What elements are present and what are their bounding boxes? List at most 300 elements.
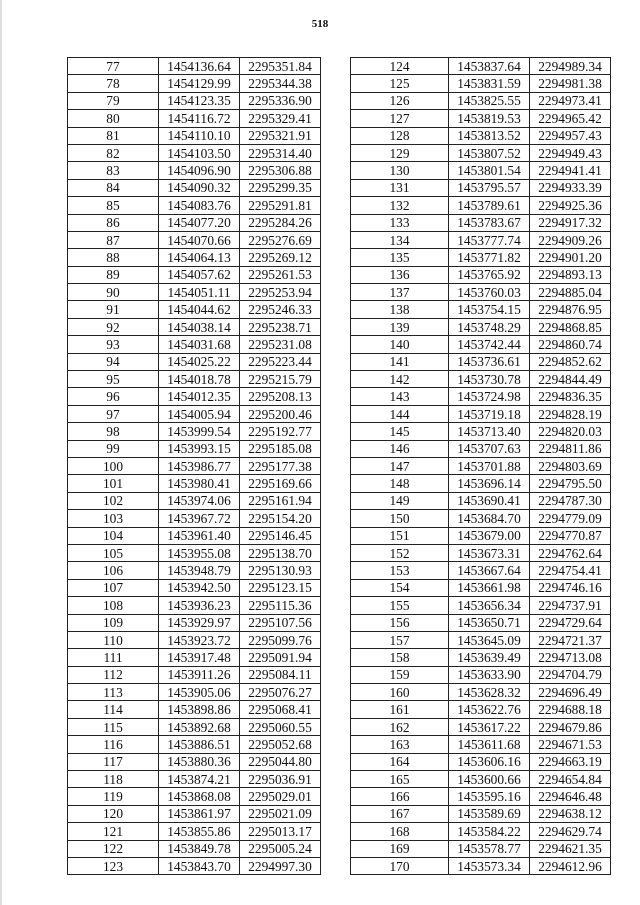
y-coordinate-cell: 2295291.81 [240, 197, 321, 214]
table-row [351, 284, 611, 301]
point-number-cell: 83 [68, 162, 159, 179]
table-row [68, 701, 321, 718]
y-coordinate-cell: 2294811.86 [530, 440, 611, 457]
point-number-cell: 99 [68, 440, 159, 457]
x-coordinate-cell: 1453736.61 [449, 353, 530, 370]
x-coordinate-cell: 1454070.66 [159, 231, 240, 248]
table-row [68, 492, 321, 509]
x-coordinate-cell: 1453819.53 [449, 110, 530, 127]
table-body [351, 58, 611, 875]
table-row [68, 75, 321, 92]
x-coordinate-cell: 1453967.72 [159, 510, 240, 527]
table-row [351, 127, 611, 144]
y-coordinate-cell: 2295076.27 [240, 684, 321, 701]
x-coordinate-cell: 1454096.90 [159, 162, 240, 179]
table-row [68, 823, 321, 840]
y-coordinate-cell: 2294795.50 [530, 475, 611, 492]
x-coordinate-cell: 1453961.40 [159, 527, 240, 544]
x-coordinate-cell: 1454031.68 [159, 336, 240, 353]
table-row [68, 284, 321, 301]
table-row [68, 857, 321, 874]
x-coordinate-cell: 1453584.22 [449, 823, 530, 840]
x-coordinate-cell: 1454103.50 [159, 144, 240, 161]
table-row [351, 75, 611, 92]
y-coordinate-cell: 2295269.12 [240, 249, 321, 266]
point-number-cell: 105 [68, 544, 159, 561]
y-coordinate-cell: 2294663.19 [530, 753, 611, 770]
table-row [351, 179, 611, 196]
x-coordinate-cell: 1453600.66 [449, 771, 530, 788]
point-number-cell: 129 [351, 144, 449, 161]
table-row [68, 162, 321, 179]
table-row [68, 249, 321, 266]
x-coordinate-cell: 1453617.22 [449, 718, 530, 735]
y-coordinate-cell: 2294621.35 [530, 840, 611, 857]
point-number-cell: 84 [68, 179, 159, 196]
x-coordinate-cell: 1453742.44 [449, 336, 530, 353]
table-row [68, 144, 321, 161]
x-coordinate-cell: 1454012.35 [159, 388, 240, 405]
table-row [68, 214, 321, 231]
x-coordinate-cell: 1453795.57 [449, 179, 530, 196]
y-coordinate-cell: 2294737.91 [530, 597, 611, 614]
y-coordinate-cell: 2294852.62 [530, 353, 611, 370]
y-coordinate-cell: 2294679.86 [530, 718, 611, 735]
y-coordinate-cell: 2295052.68 [240, 736, 321, 753]
table-row [351, 266, 611, 283]
y-coordinate-cell: 2294671.53 [530, 736, 611, 753]
y-coordinate-cell: 2294868.85 [530, 318, 611, 335]
y-coordinate-cell: 2295044.80 [240, 753, 321, 770]
point-number-cell: 111 [68, 649, 159, 666]
x-coordinate-cell: 1453650.71 [449, 614, 530, 631]
point-number-cell: 82 [68, 144, 159, 161]
y-coordinate-cell: 2295253.94 [240, 284, 321, 301]
x-coordinate-cell: 1453813.52 [449, 127, 530, 144]
table-row [68, 457, 321, 474]
point-number-cell: 146 [351, 440, 449, 457]
point-number-cell: 163 [351, 736, 449, 753]
point-number-cell: 136 [351, 266, 449, 283]
coordinates-table-left [67, 57, 321, 875]
point-number-cell: 118 [68, 771, 159, 788]
x-coordinate-cell: 1453713.40 [449, 423, 530, 440]
point-number-cell: 78 [68, 75, 159, 92]
y-coordinate-cell: 2294762.64 [530, 544, 611, 561]
point-number-cell: 158 [351, 649, 449, 666]
y-coordinate-cell: 2295107.56 [240, 614, 321, 631]
table-row [68, 266, 321, 283]
table-row [351, 440, 611, 457]
y-coordinate-cell: 2294933.39 [530, 179, 611, 196]
point-number-cell: 143 [351, 388, 449, 405]
x-coordinate-cell: 1453986.77 [159, 457, 240, 474]
table-row [68, 301, 321, 318]
point-number-cell: 145 [351, 423, 449, 440]
y-coordinate-cell: 2295246.33 [240, 301, 321, 318]
table-row [68, 510, 321, 527]
table-row [68, 805, 321, 822]
y-coordinate-cell: 2294844.49 [530, 371, 611, 388]
point-number-cell: 152 [351, 544, 449, 561]
x-coordinate-cell: 1453754.15 [449, 301, 530, 318]
x-coordinate-cell: 1453667.64 [449, 562, 530, 579]
x-coordinate-cell: 1453573.34 [449, 857, 530, 874]
table-row [68, 579, 321, 596]
table-row [68, 527, 321, 544]
table-row [68, 771, 321, 788]
y-coordinate-cell: 2295060.55 [240, 718, 321, 735]
table-row [351, 597, 611, 614]
point-number-cell: 149 [351, 492, 449, 509]
y-coordinate-cell: 2294746.16 [530, 579, 611, 596]
y-coordinate-cell: 2294876.95 [530, 301, 611, 318]
y-coordinate-cell: 2295169.66 [240, 475, 321, 492]
point-number-cell: 106 [68, 562, 159, 579]
y-coordinate-cell: 2295284.26 [240, 214, 321, 231]
x-coordinate-cell: 1453837.64 [449, 58, 530, 75]
x-coordinate-cell: 1453724.98 [449, 388, 530, 405]
point-number-cell: 139 [351, 318, 449, 335]
x-coordinate-cell: 1453656.34 [449, 597, 530, 614]
table-row [351, 353, 611, 370]
point-number-cell: 103 [68, 510, 159, 527]
point-number-cell: 167 [351, 805, 449, 822]
x-coordinate-cell: 1453789.61 [449, 197, 530, 214]
table-row [351, 701, 611, 718]
x-coordinate-cell: 1453673.31 [449, 544, 530, 561]
x-coordinate-cell: 1453679.00 [449, 527, 530, 544]
x-coordinate-cell: 1453730.78 [449, 371, 530, 388]
y-coordinate-cell: 2294925.36 [530, 197, 611, 214]
table-row [351, 197, 611, 214]
point-number-cell: 141 [351, 353, 449, 370]
x-coordinate-cell: 1453578.77 [449, 840, 530, 857]
y-coordinate-cell: 2295351.84 [240, 58, 321, 75]
y-coordinate-cell: 2294901.20 [530, 249, 611, 266]
x-coordinate-cell: 1453701.88 [449, 457, 530, 474]
x-coordinate-cell: 1453880.36 [159, 753, 240, 770]
y-coordinate-cell: 2294654.84 [530, 771, 611, 788]
x-coordinate-cell: 1453849.78 [159, 840, 240, 857]
table-row [68, 840, 321, 857]
table-row [68, 110, 321, 127]
point-number-cell: 104 [68, 527, 159, 544]
point-number-cell: 113 [68, 684, 159, 701]
point-number-cell: 138 [351, 301, 449, 318]
point-number-cell: 98 [68, 423, 159, 440]
y-coordinate-cell: 2295276.69 [240, 231, 321, 248]
y-coordinate-cell: 2294949.43 [530, 144, 611, 161]
x-coordinate-cell: 1453765.92 [449, 266, 530, 283]
point-number-cell: 133 [351, 214, 449, 231]
y-coordinate-cell: 2295161.94 [240, 492, 321, 509]
x-coordinate-cell: 1454116.72 [159, 110, 240, 127]
y-coordinate-cell: 2295005.24 [240, 840, 321, 857]
table-body [68, 58, 321, 875]
x-coordinate-cell: 1453633.90 [449, 666, 530, 683]
scan-edge [0, 0, 2, 905]
table-row [351, 684, 611, 701]
y-coordinate-cell: 2294803.69 [530, 457, 611, 474]
x-coordinate-cell: 1453760.03 [449, 284, 530, 301]
x-coordinate-cell: 1453748.29 [449, 318, 530, 335]
x-coordinate-cell: 1453777.74 [449, 231, 530, 248]
y-coordinate-cell: 2294885.04 [530, 284, 611, 301]
table-row [68, 336, 321, 353]
table-row [351, 336, 611, 353]
x-coordinate-cell: 1453639.49 [449, 649, 530, 666]
x-coordinate-cell: 1453905.06 [159, 684, 240, 701]
y-coordinate-cell: 2295238.71 [240, 318, 321, 335]
table-row [351, 579, 611, 596]
y-coordinate-cell: 2295215.79 [240, 371, 321, 388]
point-number-cell: 156 [351, 614, 449, 631]
x-coordinate-cell: 1453595.16 [449, 788, 530, 805]
point-number-cell: 135 [351, 249, 449, 266]
point-number-cell: 94 [68, 353, 159, 370]
table-row [351, 736, 611, 753]
point-number-cell: 151 [351, 527, 449, 544]
table-row [68, 597, 321, 614]
table-row [351, 301, 611, 318]
x-coordinate-cell: 1453886.51 [159, 736, 240, 753]
y-coordinate-cell: 2295321.91 [240, 127, 321, 144]
x-coordinate-cell: 1453923.72 [159, 631, 240, 648]
y-coordinate-cell: 2294917.32 [530, 214, 611, 231]
x-coordinate-cell: 1453696.14 [449, 475, 530, 492]
table-row [351, 753, 611, 770]
y-coordinate-cell: 2295029.01 [240, 788, 321, 805]
point-number-cell: 116 [68, 736, 159, 753]
table-row [68, 92, 321, 109]
y-coordinate-cell: 2295084.11 [240, 666, 321, 683]
table-row [68, 179, 321, 196]
point-number-cell: 127 [351, 110, 449, 127]
table-row [351, 162, 611, 179]
table-row [351, 614, 611, 631]
point-number-cell: 80 [68, 110, 159, 127]
table-row [68, 440, 321, 457]
table-row [351, 771, 611, 788]
y-coordinate-cell: 2295344.38 [240, 75, 321, 92]
table-row [351, 405, 611, 422]
point-number-cell: 148 [351, 475, 449, 492]
y-coordinate-cell: 2294754.41 [530, 562, 611, 579]
y-coordinate-cell: 2295223.44 [240, 353, 321, 370]
table-row [351, 457, 611, 474]
table-row [68, 544, 321, 561]
table-row [351, 423, 611, 440]
x-coordinate-cell: 1453948.79 [159, 562, 240, 579]
y-coordinate-cell: 2294629.74 [530, 823, 611, 840]
point-number-cell: 142 [351, 371, 449, 388]
x-coordinate-cell: 1454064.13 [159, 249, 240, 266]
y-coordinate-cell: 2295091.94 [240, 649, 321, 666]
table-row [68, 231, 321, 248]
y-coordinate-cell: 2295068.41 [240, 701, 321, 718]
point-number-cell: 165 [351, 771, 449, 788]
x-coordinate-cell: 1453955.08 [159, 544, 240, 561]
point-number-cell: 97 [68, 405, 159, 422]
x-coordinate-cell: 1454038.14 [159, 318, 240, 335]
table-row [351, 475, 611, 492]
point-number-cell: 134 [351, 231, 449, 248]
y-coordinate-cell: 2294696.49 [530, 684, 611, 701]
table-row [68, 736, 321, 753]
point-number-cell: 119 [68, 788, 159, 805]
y-coordinate-cell: 2295154.20 [240, 510, 321, 527]
y-coordinate-cell: 2294820.03 [530, 423, 611, 440]
point-number-cell: 114 [68, 701, 159, 718]
y-coordinate-cell: 2294973.41 [530, 92, 611, 109]
y-coordinate-cell: 2294646.48 [530, 788, 611, 805]
table-row [68, 562, 321, 579]
table-row [68, 388, 321, 405]
x-coordinate-cell: 1453917.48 [159, 649, 240, 666]
point-number-cell: 162 [351, 718, 449, 735]
table-row [351, 857, 611, 874]
table-row [68, 649, 321, 666]
table-row [68, 753, 321, 770]
y-coordinate-cell: 2294787.30 [530, 492, 611, 509]
x-coordinate-cell: 1454083.76 [159, 197, 240, 214]
y-coordinate-cell: 2294860.74 [530, 336, 611, 353]
table-row [351, 788, 611, 805]
x-coordinate-cell: 1453868.08 [159, 788, 240, 805]
table-row [68, 718, 321, 735]
y-coordinate-cell: 2295146.45 [240, 527, 321, 544]
y-coordinate-cell: 2295329.41 [240, 110, 321, 127]
point-number-cell: 132 [351, 197, 449, 214]
point-number-cell: 77 [68, 58, 159, 75]
y-coordinate-cell: 2294713.08 [530, 649, 611, 666]
point-number-cell: 164 [351, 753, 449, 770]
table-row [351, 823, 611, 840]
x-coordinate-cell: 1453589.69 [449, 805, 530, 822]
table-row [68, 475, 321, 492]
table-row [68, 127, 321, 144]
x-coordinate-cell: 1453622.76 [449, 701, 530, 718]
table-row [351, 144, 611, 161]
y-coordinate-cell: 2295336.90 [240, 92, 321, 109]
table-row [351, 666, 611, 683]
x-coordinate-cell: 1453874.21 [159, 771, 240, 788]
x-coordinate-cell: 1453993.15 [159, 440, 240, 457]
point-number-cell: 140 [351, 336, 449, 353]
y-coordinate-cell: 2295138.70 [240, 544, 321, 561]
table-row [351, 371, 611, 388]
y-coordinate-cell: 2294770.87 [530, 527, 611, 544]
y-coordinate-cell: 2294965.42 [530, 110, 611, 127]
x-coordinate-cell: 1453898.86 [159, 701, 240, 718]
y-coordinate-cell: 2295021.09 [240, 805, 321, 822]
point-number-cell: 155 [351, 597, 449, 614]
x-coordinate-cell: 1453911.26 [159, 666, 240, 683]
point-number-cell: 79 [68, 92, 159, 109]
point-number-cell: 144 [351, 405, 449, 422]
point-number-cell: 107 [68, 579, 159, 596]
x-coordinate-cell: 1453825.55 [449, 92, 530, 109]
y-coordinate-cell: 2294989.34 [530, 58, 611, 75]
x-coordinate-cell: 1453611.68 [449, 736, 530, 753]
x-coordinate-cell: 1454123.35 [159, 92, 240, 109]
point-number-cell: 170 [351, 857, 449, 874]
table-row [68, 58, 321, 75]
y-coordinate-cell: 2295130.93 [240, 562, 321, 579]
point-number-cell: 161 [351, 701, 449, 718]
x-coordinate-cell: 1454018.78 [159, 371, 240, 388]
x-coordinate-cell: 1454051.11 [159, 284, 240, 301]
y-coordinate-cell: 2294828.19 [530, 405, 611, 422]
point-number-cell: 115 [68, 718, 159, 735]
table-row [68, 353, 321, 370]
y-coordinate-cell: 2295299.35 [240, 179, 321, 196]
y-coordinate-cell: 2294638.12 [530, 805, 611, 822]
x-coordinate-cell: 1453771.82 [449, 249, 530, 266]
point-number-cell: 154 [351, 579, 449, 596]
point-number-cell: 125 [351, 75, 449, 92]
x-coordinate-cell: 1453801.54 [449, 162, 530, 179]
point-number-cell: 168 [351, 823, 449, 840]
y-coordinate-cell: 2295231.08 [240, 336, 321, 353]
point-number-cell: 87 [68, 231, 159, 248]
x-coordinate-cell: 1453684.70 [449, 510, 530, 527]
table-row [351, 58, 611, 75]
y-coordinate-cell: 2295123.15 [240, 579, 321, 596]
point-number-cell: 91 [68, 301, 159, 318]
x-coordinate-cell: 1453855.86 [159, 823, 240, 840]
table-row [351, 110, 611, 127]
x-coordinate-cell: 1453936.23 [159, 597, 240, 614]
table-row [68, 788, 321, 805]
x-coordinate-cell: 1453645.09 [449, 631, 530, 648]
y-coordinate-cell: 2294612.96 [530, 857, 611, 874]
point-number-cell: 122 [68, 840, 159, 857]
y-coordinate-cell: 2295115.36 [240, 597, 321, 614]
x-coordinate-cell: 1454136.64 [159, 58, 240, 75]
x-coordinate-cell: 1454057.62 [159, 266, 240, 283]
table-row [68, 614, 321, 631]
point-number-cell: 130 [351, 162, 449, 179]
point-number-cell: 121 [68, 823, 159, 840]
point-number-cell: 153 [351, 562, 449, 579]
x-coordinate-cell: 1454077.20 [159, 214, 240, 231]
point-number-cell: 137 [351, 284, 449, 301]
y-coordinate-cell: 2295177.38 [240, 457, 321, 474]
point-number-cell: 102 [68, 492, 159, 509]
x-coordinate-cell: 1453929.97 [159, 614, 240, 631]
y-coordinate-cell: 2294893.13 [530, 266, 611, 283]
x-coordinate-cell: 1453707.63 [449, 440, 530, 457]
point-number-cell: 101 [68, 475, 159, 492]
point-number-cell: 166 [351, 788, 449, 805]
point-number-cell: 157 [351, 631, 449, 648]
y-coordinate-cell: 2295208.13 [240, 388, 321, 405]
x-coordinate-cell: 1453628.32 [449, 684, 530, 701]
x-coordinate-cell: 1453807.52 [449, 144, 530, 161]
x-coordinate-cell: 1454044.62 [159, 301, 240, 318]
point-number-cell: 92 [68, 318, 159, 335]
x-coordinate-cell: 1453783.67 [449, 214, 530, 231]
x-coordinate-cell: 1453861.97 [159, 805, 240, 822]
y-coordinate-cell: 2294704.79 [530, 666, 611, 683]
table-row [351, 544, 611, 561]
table-row [351, 840, 611, 857]
y-coordinate-cell: 2294688.18 [530, 701, 611, 718]
y-coordinate-cell: 2294981.38 [530, 75, 611, 92]
x-coordinate-cell: 1453719.18 [449, 405, 530, 422]
